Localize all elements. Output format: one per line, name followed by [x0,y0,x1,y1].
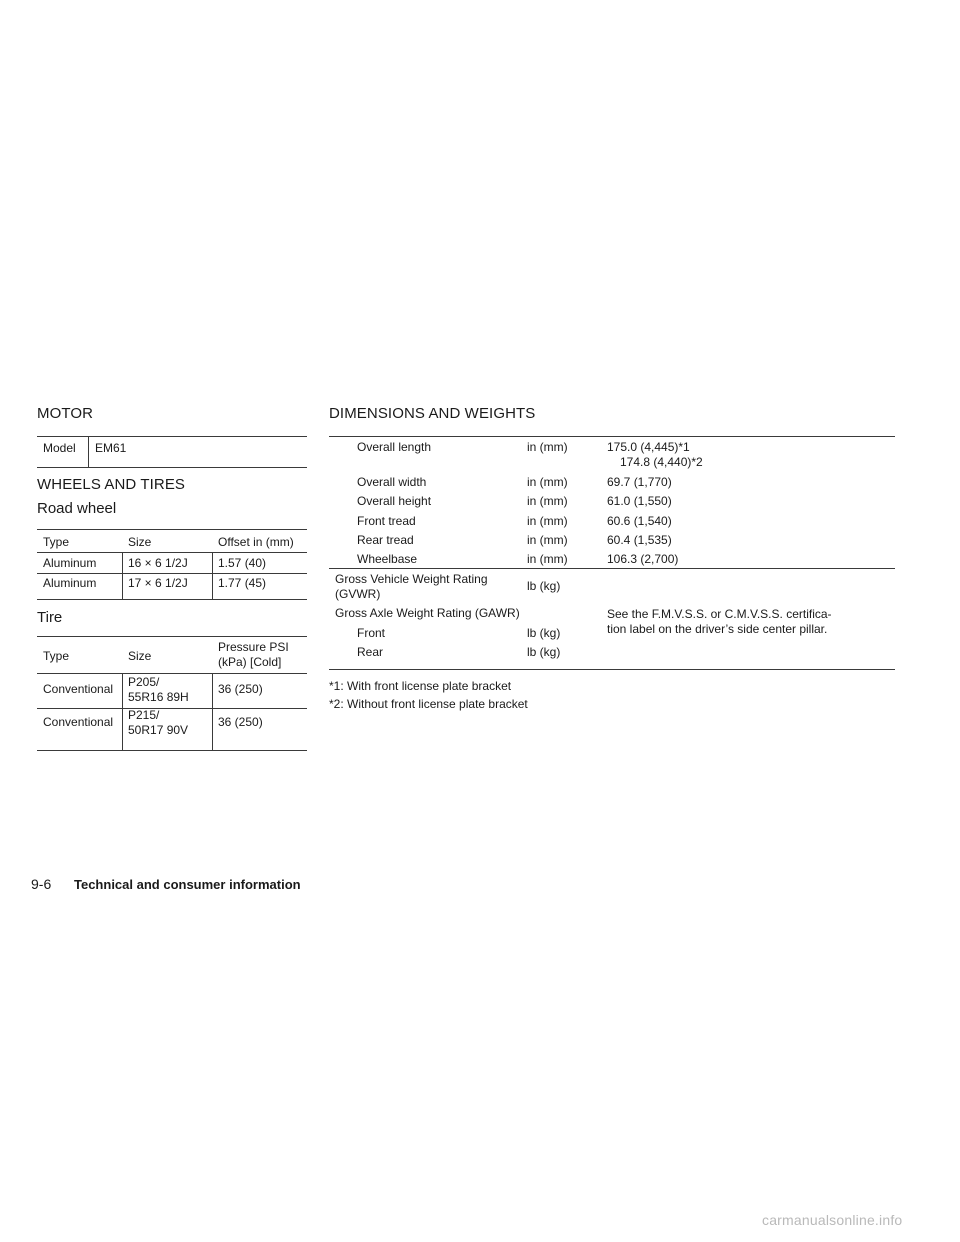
dim-row-value: 61.0 (1,550) [607,494,672,508]
dim-row-unit: in (mm) [527,440,568,454]
dimensions-table-top-rule [329,436,895,437]
road-wheel-row-rule [37,573,307,574]
road-wheel-row2-size: 17 × 6 1/2J [128,576,188,590]
tire-table-bottom-rule [37,750,307,751]
road-wheel-col-divider-2 [212,552,213,599]
motor-table-bottom-rule [37,467,307,468]
dim-row-value: 175.0 (4,445)*1 [607,440,690,454]
watermark-text: carmanualsonline.info [762,1212,903,1228]
footnote-1: *1: With front license plate bracket [329,679,512,693]
wheels-heading: WHEELS AND TIRES [37,476,186,493]
tire-header-type: Type [43,649,70,663]
tire-row1-size-1: P205/ [128,675,160,689]
weight-note-line2: tion label on the driver’s side center pillar. [607,622,828,636]
gvwr-label-line2: (GVWR) [335,587,381,601]
dim-row-unit: in (mm) [527,533,568,547]
road-wheel-header-size: Size [128,535,152,549]
tire-table-top-rule [37,636,307,637]
tire-header-pressure-1: Pressure PSI [218,640,289,654]
dim-row-value-secondary: 174.8 (4,440)*2 [620,455,703,469]
dim-row-label: Overall length [357,440,432,454]
road-wheel-row1-offset: 1.57 (40) [218,556,267,570]
dim-row-value: 106.3 (2,700) [607,552,679,566]
motor-model-value: EM61 [95,441,127,455]
motor-table-top-rule [37,436,307,437]
road-wheel-row2-type: Aluminum [43,576,97,590]
motor-column-divider [88,436,89,467]
road-wheel-row1-type: Aluminum [43,556,97,570]
tire-col-divider-1 [122,673,123,750]
road-wheel-header-type: Type [43,535,70,549]
gawr-label: Gross Axle Weight Rating (GAWR) [335,606,520,620]
gvwr-label-line1: Gross Vehicle Weight Rating [335,572,488,586]
tire-heading: Tire [37,609,63,626]
tire-header-size: Size [128,649,152,663]
gawr-front-label: Front [357,626,386,640]
section-title: Technical and consumer information [74,877,301,892]
tire-row2-size-2: 50R17 90V [128,723,189,737]
road-wheel-heading: Road wheel [37,500,117,517]
page-number: 9-6 [31,876,52,892]
dim-row-value: 69.7 (1,770) [607,475,672,489]
road-wheel-table-top-rule [37,529,307,530]
road-wheel-col-divider-1 [122,552,123,599]
dim-row-unit: in (mm) [527,514,568,528]
gawr-front-unit: lb (kg) [527,626,561,640]
dim-row-label: Wheelbase [357,552,418,566]
dimensions-mid-rule [329,568,895,569]
dim-row-label: Overall width [357,475,427,489]
motor-heading: MOTOR [37,405,94,422]
dimensions-table-bottom-rule [329,669,895,670]
dim-row-unit: in (mm) [527,494,568,508]
tire-row-rule [37,708,307,709]
footnote-2: *2: Without front license plate bracket [329,697,528,711]
tire-row1-size-2: 55R16 89H [128,690,189,704]
gawr-rear-label: Rear [357,645,384,659]
dim-row-value: 60.6 (1,540) [607,514,672,528]
gvwr-unit: lb (kg) [527,579,561,593]
dimensions-heading: DIMENSIONS AND WEIGHTS [329,405,536,422]
road-wheel-table-bottom-rule [37,599,307,600]
road-wheel-header-offset: Offset in (mm) [218,535,294,549]
dim-row-label: Rear tread [357,533,414,547]
tire-row1-pressure: 36 (250) [218,682,263,696]
weight-note-line1: See the F.M.V.S.S. or C.M.V.S.S. certifica- [607,607,832,621]
gawr-rear-unit: lb (kg) [527,645,561,659]
dim-row-unit: in (mm) [527,475,568,489]
dim-row-unit: in (mm) [527,552,568,566]
road-wheel-header-rule [37,552,307,553]
tire-header-rule [37,673,307,674]
tire-header-pressure-2: (kPa) [Cold] [218,655,282,669]
tire-col-divider-2 [212,673,213,750]
dim-row-label: Overall height [357,494,432,508]
dim-row-label: Front tread [357,514,416,528]
tire-row2-pressure: 36 (250) [218,715,263,729]
tire-row2-size-1: P215/ [128,708,160,722]
tire-row1-type: Conventional [43,682,114,696]
motor-model-label: Model [43,441,76,455]
tire-row2-type: Conventional [43,715,114,729]
road-wheel-row2-offset: 1.77 (45) [218,576,267,590]
dim-row-value: 60.4 (1,535) [607,533,672,547]
road-wheel-row1-size: 16 × 6 1/2J [128,556,188,570]
